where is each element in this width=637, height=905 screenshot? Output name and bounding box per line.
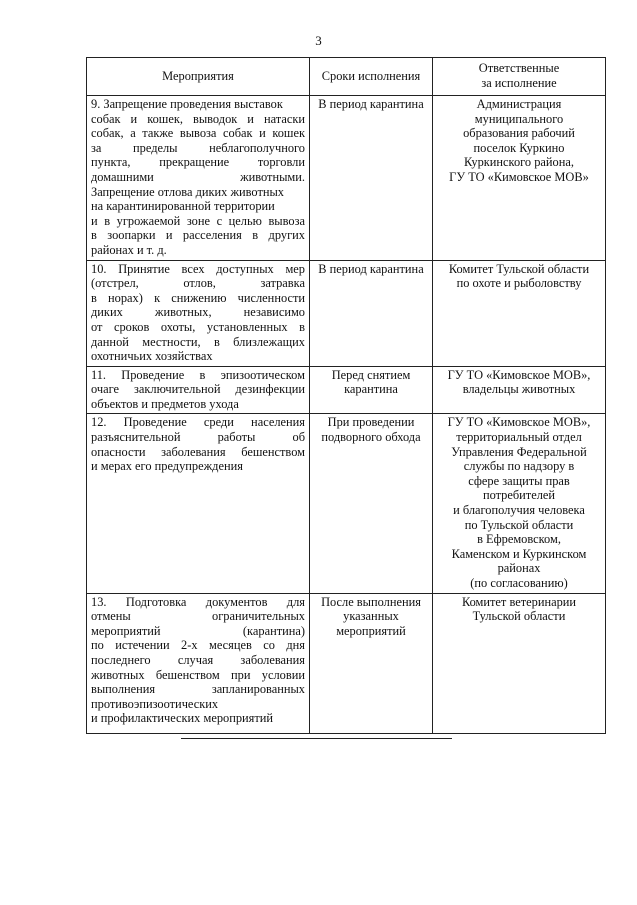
header-responsible-line: Ответственные — [478, 61, 560, 76]
responsible-line: службы по надзору в — [463, 459, 575, 474]
measure-line: разъяснительной работы об — [91, 430, 305, 445]
header-deadlines: Сроки исполнения — [310, 58, 433, 96]
measure-line: (отстрел, отлов, затравка — [91, 276, 305, 291]
deadline-cell — [310, 366, 433, 414]
responsible-line: Управления Федеральной — [451, 444, 587, 459]
responsible-line: по охоте и рыболовству — [456, 276, 582, 291]
measure-line: и профилактических мероприятий — [91, 711, 274, 726]
header-responsible — [433, 58, 606, 96]
deadline-cell — [310, 260, 433, 366]
measure-line: животных бешенством при условии — [91, 667, 305, 682]
measure-line: 13. Подготовка документов для — [91, 594, 305, 609]
responsible-line: поселок Куркино — [473, 140, 565, 155]
responsible-line: по Тульской области — [464, 517, 574, 532]
deadline-line: указанных — [343, 609, 399, 624]
measure-line: от сроков охоты, установленных в — [91, 319, 305, 334]
measure-cell — [87, 593, 310, 733]
measure-line: объектов и предметов ухода — [91, 396, 239, 411]
measure-line: 10. Принятие всех доступных мер — [91, 261, 305, 276]
measure-cell — [87, 260, 310, 366]
measure-line: последнего случая заболевания — [91, 652, 305, 667]
responsible-line: Куркинского района, — [464, 155, 574, 170]
responsible-line: (по согласованию) — [470, 576, 568, 590]
responsible-line: владельцы животных — [462, 382, 576, 397]
measure-cell — [87, 366, 310, 414]
responsible-line: Тульской области — [472, 609, 566, 624]
deadline-line: Перед снятием — [331, 367, 411, 382]
responsible-cell — [433, 366, 606, 414]
responsible-line: Каменском и Куркинском — [451, 546, 587, 561]
measure-line: за пределы неблагополучного — [91, 140, 305, 155]
measure-line: и в угрожаемой зоне с целью вывоза — [91, 213, 305, 228]
deadline-line: После выполнения — [321, 594, 421, 609]
table-row — [87, 96, 606, 261]
measure-line: выполнения запланированных — [91, 682, 305, 697]
deadline-line: карантина — [344, 382, 398, 397]
measure-line: 11. Проведение в эпизоотическом — [91, 367, 305, 382]
responsible-line: муниципального — [474, 111, 564, 126]
responsible-line: ГУ ТО «Кимовское МОВ» — [449, 169, 589, 184]
responsible-line: ГУ ТО «Кимовское МОВ», — [447, 367, 591, 382]
table-row — [87, 414, 606, 593]
deadline-line: мероприятий — [336, 623, 406, 638]
responsible-line: Комитет ветеринарии — [461, 594, 577, 609]
responsible-line: сфере защиты прав — [468, 473, 570, 488]
measure-line: отмены ограничительных — [91, 609, 305, 624]
measure-line: противоэпизоотических — [91, 696, 219, 711]
measure-line: охотничьих хозяйствах — [91, 349, 213, 364]
header-responsible-line: за исполнение — [481, 76, 557, 90]
measure-line: диких животных, независимо — [91, 305, 305, 320]
measure-line: домашними животными. — [91, 169, 305, 184]
table-header-row — [87, 58, 606, 96]
responsible-cell — [433, 260, 606, 366]
responsible-line: Комитет Тульской области — [448, 261, 590, 276]
responsible-line: ГУ ТО «Кимовское МОВ», — [447, 415, 591, 430]
page-number: 3 — [315, 33, 322, 48]
measure-line: мероприятий (карантина) — [91, 623, 305, 638]
responsible-line: в Ефремовском, — [477, 532, 561, 547]
deadline-cell — [310, 414, 433, 593]
measure-line: на карантинированной территории — [91, 199, 275, 214]
deadline-line: подворного обхода — [321, 430, 421, 445]
table-row — [87, 260, 606, 366]
deadline-cell — [310, 593, 433, 733]
measure-cell — [87, 96, 310, 261]
responsible-line: территориальный отдел — [456, 430, 582, 445]
header-measures: Мероприятия — [87, 58, 310, 96]
deadline-line: В период карантина — [318, 261, 424, 276]
measure-line: пункта, прекращение торговли — [91, 155, 305, 170]
measure-line: 9. Запрещение проведения выставок — [91, 97, 283, 111]
responsible-line: потребителей — [482, 488, 556, 503]
responsible-line: Администрация — [476, 97, 562, 111]
responsible-line: и благополучия человека — [453, 503, 585, 518]
responsible-line: образования рабочий — [463, 126, 575, 141]
deadline-cell — [310, 96, 433, 261]
measure-line: в зоопарки и расселения в других — [91, 228, 305, 243]
responsible-line: районах — [497, 561, 541, 576]
measure-line: опасности заболевания бешенством — [91, 444, 305, 459]
table-row — [87, 366, 606, 414]
deadline-line: При проведении — [327, 415, 415, 430]
measure-line: по истечении 2-х месяцев со дня — [91, 638, 305, 653]
responsible-cell — [433, 414, 606, 593]
measure-line: районах и т. д. — [91, 242, 167, 257]
measure-line: собак и кошек, выводок и натаски — [91, 111, 305, 126]
measure-line: данной местности, в близлежащих — [91, 334, 305, 349]
measure-line: 12. Проведение среди населения — [91, 415, 305, 430]
measure-cell — [87, 414, 310, 593]
end-divider-line — [181, 738, 452, 739]
measure-line: и мерах его предупреждения — [91, 459, 243, 474]
table-row — [87, 593, 606, 733]
measure-line: Запрещение отлова диких животных — [91, 184, 285, 199]
responsible-cell — [433, 593, 606, 733]
measures-table — [86, 57, 606, 734]
responsible-cell — [433, 96, 606, 261]
deadline-line: В период карантина — [318, 97, 424, 111]
measure-line: в норах) к снижению численности — [91, 290, 305, 305]
measure-line: собак, а также вывоза собак и кошек — [91, 126, 305, 141]
measure-line: очаге заключительной дезинфекции — [91, 382, 305, 397]
